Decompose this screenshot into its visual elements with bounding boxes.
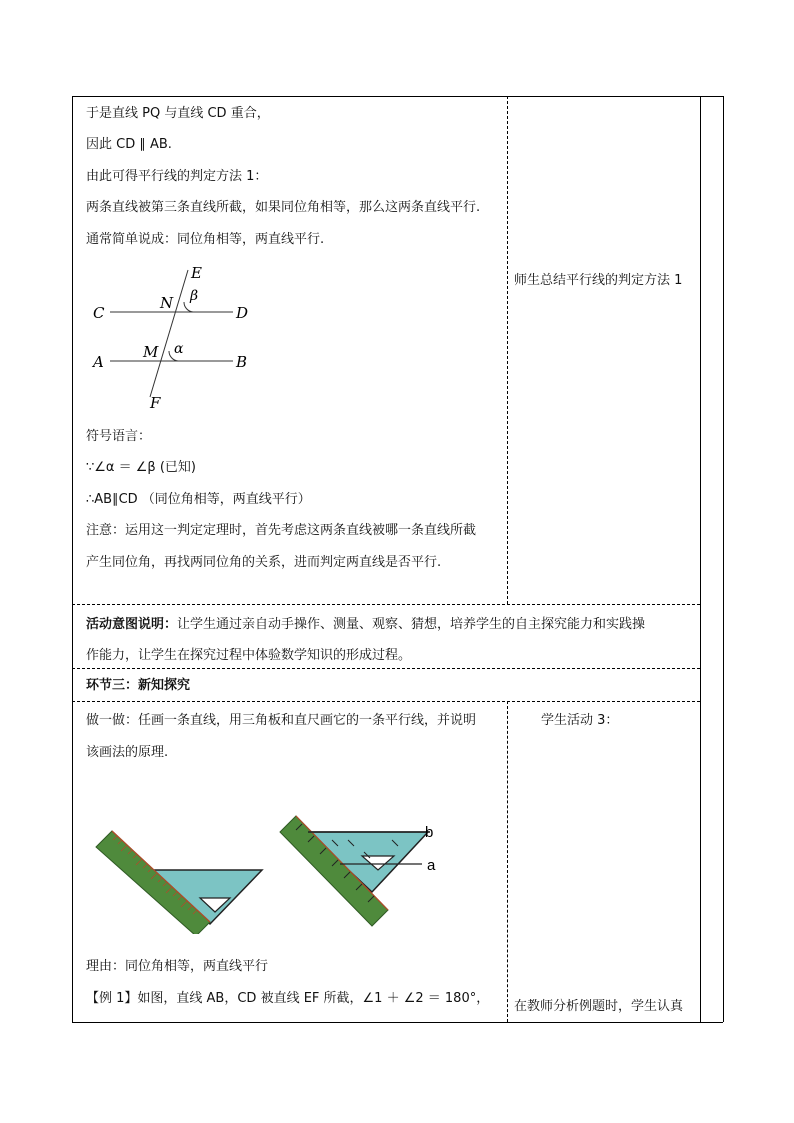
label-line-b: b xyxy=(425,824,434,841)
row-divider-1 xyxy=(72,604,700,605)
label-b: B xyxy=(236,353,248,371)
intent-label: 活动意图说明： xyxy=(86,617,178,632)
figure-1 xyxy=(96,831,262,934)
section-title: 环节三：新知探究 xyxy=(86,678,191,693)
column-divider-1 xyxy=(507,96,508,604)
parallel-lines-figure xyxy=(88,262,268,412)
symbol-line-2: ∴AB∥CD （同位角相等，两直线平行） xyxy=(86,492,311,507)
student-activity-label: 学生活动 3： xyxy=(541,713,619,728)
table-left-border xyxy=(72,96,73,1022)
text-line-2: 因此 CD ∥ AB. xyxy=(86,137,172,152)
label-d: D xyxy=(236,304,249,322)
row-divider-3 xyxy=(72,701,700,702)
ruler-triangle-figure xyxy=(92,812,452,934)
label-f: F xyxy=(150,394,161,412)
column-divider-2 xyxy=(507,701,508,1022)
text-line-3: 由此可得平行线的判定方法 1： xyxy=(86,169,268,184)
label-line-a: a xyxy=(427,857,436,874)
activity-line-2: 该画法的原理. xyxy=(86,745,169,760)
table-right-border xyxy=(723,96,724,1022)
example-line: 【例 1】如图，直线 AB，CD 被直线 EF 所截，∠1 ＋ ∠2 ＝ 180°， xyxy=(86,991,490,1006)
label-c: C xyxy=(93,304,105,322)
symbol-title: 符号语言： xyxy=(86,429,152,444)
note-line-2: 产生同位角，再找两同位角的关系，进而判定两直线是否平行. xyxy=(86,555,442,570)
row-divider-2 xyxy=(72,668,700,669)
table-bottom-border xyxy=(72,1022,723,1023)
text-line-1: 于是直线 PQ 与直线 CD 重合， xyxy=(86,106,270,121)
intent-line-1 xyxy=(86,617,645,633)
note-line-1: 注意：运用这一判定定理时，首先考虑这两条直线被哪一条直线所截 xyxy=(86,523,477,538)
line-ef xyxy=(150,270,188,397)
text-line-4: 两条直线被第三条直线所截，如果同位角相等，那么这两条直线平行. xyxy=(86,200,481,215)
activity-line-1: 做一做：任画一条直线，用三角板和直尺画它的一条平行线，并说明 xyxy=(86,713,477,728)
symbol-line-1: ∵∠α ＝ ∠β (已知) xyxy=(86,460,196,475)
table-inner-right-border xyxy=(700,96,701,1022)
intent-line-2: 作能力，让学生在探究过程中体验数学知识的形成过程。 xyxy=(86,648,412,663)
label-e: E xyxy=(191,264,202,282)
teacher-analysis-line: 在教师分析例题时，学生认真 xyxy=(514,999,684,1014)
intent-text-1: 让学生通过亲自动手操作、测量、观察、猜想，培养学生的自主探究能力和实践操 xyxy=(177,617,646,632)
label-m: M xyxy=(143,343,159,361)
label-beta: β xyxy=(190,288,199,304)
label-n: N xyxy=(160,294,174,312)
reason-line: 理由：同位角相等，两直线平行 xyxy=(86,959,269,974)
label-alpha: α xyxy=(174,341,184,357)
figure-2 xyxy=(280,816,436,926)
right-summary: 师生总结平行线的判定方法 1 xyxy=(514,273,683,288)
text-line-5: 通常简单说成：同位角相等，两直线平行. xyxy=(86,232,325,247)
table-top-border xyxy=(72,96,723,97)
label-a: A xyxy=(93,353,104,371)
